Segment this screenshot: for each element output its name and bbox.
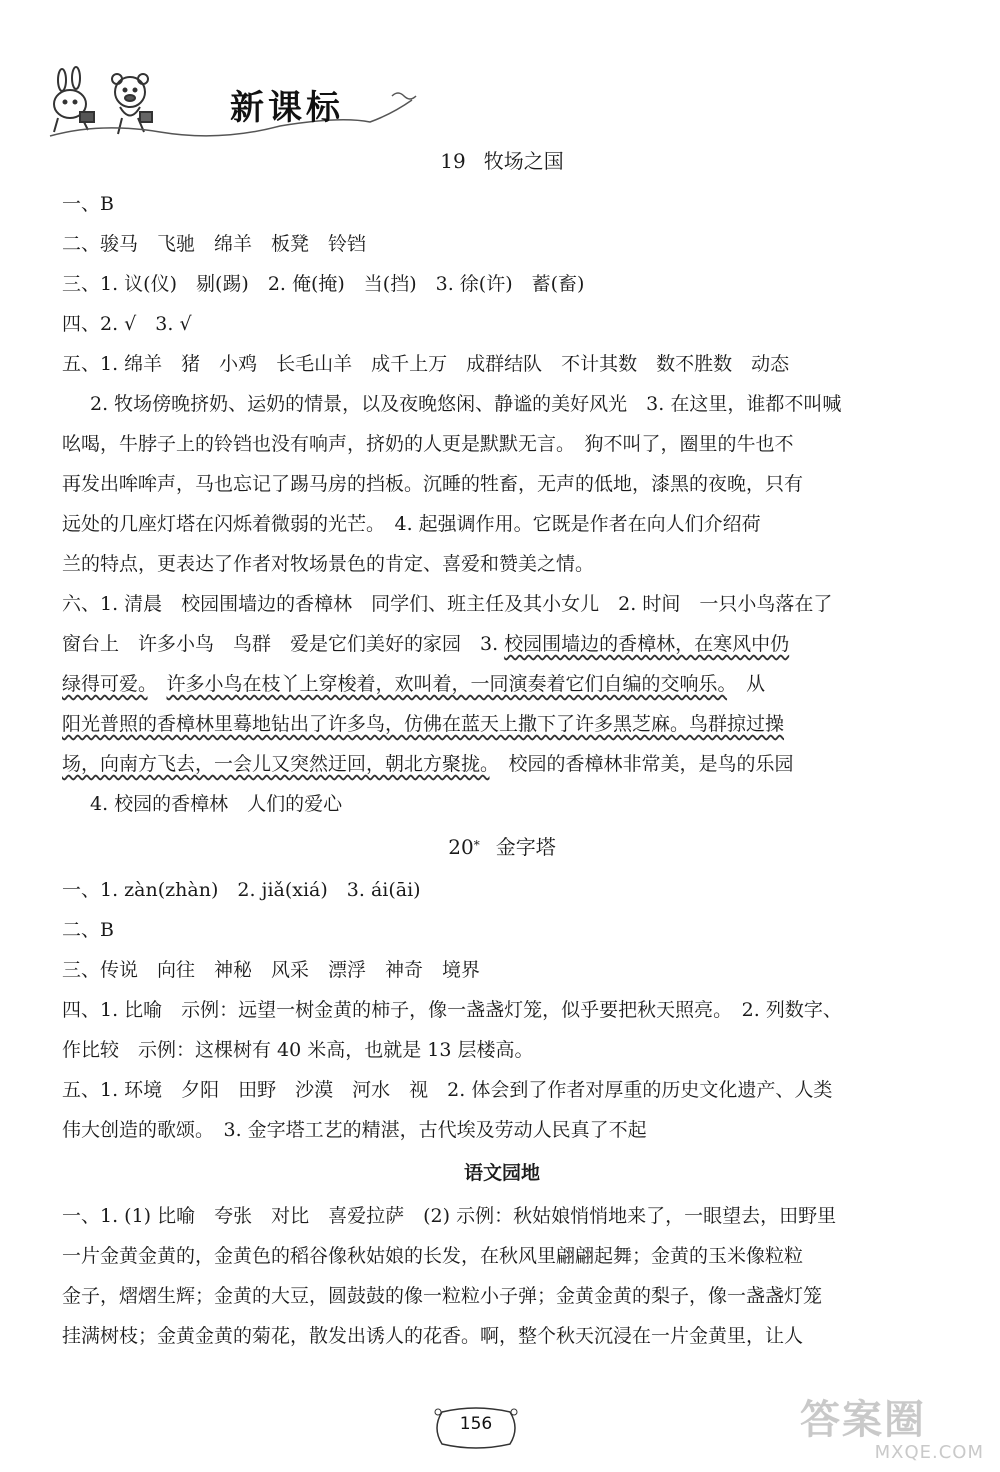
- answer-line: 一片金黄金黄的，金黄色的稻谷像秋姑娘的长发，在秋风里翩翩起舞；金黄的玉米像粒粒: [62, 1245, 804, 1267]
- section-number: 20: [448, 835, 474, 859]
- answer-text: 窗台上 许多小鸟 鸟群 爱是它们美好的家园 3.: [62, 633, 505, 655]
- answer-line: 远处的几座灯塔在闪烁着微弱的光芒。 4. 起强调作用。它既是作者在向人们介绍荷: [62, 513, 761, 535]
- section-title-text: 语文园地: [463, 1162, 540, 1184]
- answer-line: 一、1. zàn(zhàn) 2. jiǎ(xiá) 3. ái(āi): [62, 879, 421, 901]
- answer-line: 五、1. 绵羊 猪 小鸡 长毛山羊 成千上万 成群结队 不计其数 数不胜数 动态: [62, 353, 790, 375]
- watermark: [800, 1398, 990, 1468]
- section-title-text: 牧场之国: [483, 149, 564, 173]
- section-title: [62, 1150, 942, 1196]
- answer-line: 再发出哞哞声，马也忘记了踢马房的挡板。沉睡的牲畜，无声的低地，漆黑的夜晚，只有: [62, 473, 804, 495]
- answer-line: 一、1. (1) 比喻 夸张 对比 喜爱拉萨 (2) 示例：秋姑娘悄悄地来了，一眼望去，田野里: [62, 1205, 837, 1227]
- bunny-mascot-icon: [54, 67, 94, 132]
- wavy-underlined-text: 校园围墙边的香樟林，在寒风中仍: [504, 633, 790, 655]
- answer-text: 从: [746, 673, 766, 695]
- answer-line: 挂满树枝；金黄金黄的菊花，散发出诱人的花香。啊，整个秋天沉浸在一片金黄里，让人: [62, 1325, 804, 1347]
- answer-line: 伟大创造的歌颂。 3. 金字塔工艺的精湛，古代埃及劳动人民真了不起: [62, 1119, 647, 1141]
- answer-line: 三、1. 议(仪) 剔(踢) 2. 俺(掩) 当(挡) 3. 徐(许) 蓄(畜): [62, 273, 585, 295]
- watermark-main: 答案圈: [800, 1397, 926, 1443]
- answer-line: 二、B: [62, 919, 114, 941]
- answer-line: [62, 664, 942, 704]
- page-number-badge: [428, 1402, 524, 1454]
- answer-line: [62, 744, 942, 784]
- answer-line: 金子，熠熠生辉；金黄的大豆，圆鼓鼓的像一粒粒小子弹；金黄金黄的梨子，像一盏盏灯笼: [62, 1285, 823, 1307]
- answer-line: 四、1. 比喻 示例：远望一树金黄的柿子，像一盏盏灯笼，似乎要把秋天照亮。 2. 列数字、: [62, 999, 842, 1021]
- answer-line: 二、骏马 飞驰 绵羊 板凳 铃铛: [62, 233, 367, 255]
- wavy-underlined-text: 绿得可爱。: [62, 673, 148, 695]
- answer-line: 五、1. 环境 夕阳 田野 沙漠 河水 视 2. 体会到了作者对厚重的历史文化遗产、人类: [62, 1079, 833, 1101]
- section-asterisk: *: [473, 838, 480, 852]
- section-title: [62, 824, 942, 870]
- section-title-text: 金字塔: [495, 835, 556, 859]
- answer-line: 作比较 示例：这棵树有 40 米高，也就是 13 层楼高。: [62, 1039, 534, 1061]
- answer-line: 一、B: [62, 193, 114, 215]
- wavy-underlined-text: 阳光普照的香樟林里蓦地钻出了许多鸟，仿佛在蓝天上撒下了许多黑芝麻。鸟群掠过操: [62, 713, 785, 735]
- answer-line: 四、2. √ 3. √: [62, 313, 192, 335]
- answer-content: [62, 138, 942, 1356]
- page-header-title: 新课标: [230, 88, 344, 128]
- page-number: 156: [459, 1414, 493, 1434]
- answer-line: [62, 704, 942, 744]
- answer-line: 2. 牧场傍晚挤奶、运奶的情景，以及夜晚悠闲、静谧的美好风光 3. 在这里，谁都不叫喊: [90, 393, 842, 415]
- answer-text: 校园的香樟林非常美，是鸟的乐园: [508, 753, 794, 775]
- header-banner: [40, 52, 440, 142]
- wavy-underlined-text: 许多小鸟在枝丫上穿梭着，欢叫着，一同演奏着它们自编的交响乐。: [166, 673, 728, 695]
- watermark-url: MXQE.COM: [874, 1442, 984, 1463]
- answer-line: 六、1. 清晨 校园围墙边的香樟林 同学们、班主任及其小女儿 2. 时间 一只小鸟落在了: [62, 593, 833, 615]
- answer-line: 吆喝，牛脖子上的铃铛也没有响声，挤奶的人更是默默无言。 狗不叫了，圈里的牛也不: [62, 433, 794, 455]
- section-number: 19: [440, 149, 466, 173]
- answer-line: 兰的特点，更表达了作者对牧场景色的肯定、喜爱和赞美之情。: [62, 553, 595, 575]
- bear-mascot-icon: [112, 74, 152, 134]
- answer-line: [62, 624, 942, 664]
- answer-line: 4. 校园的香樟林 人们的爱心: [90, 793, 343, 815]
- wavy-underlined-text: 场，向南方飞去，一会儿又突然迂回，朝北方聚拢。: [62, 753, 490, 775]
- answer-line: 三、传说 向往 神秘 风采 漂浮 神奇 境界: [62, 959, 481, 981]
- section-title: [62, 138, 942, 184]
